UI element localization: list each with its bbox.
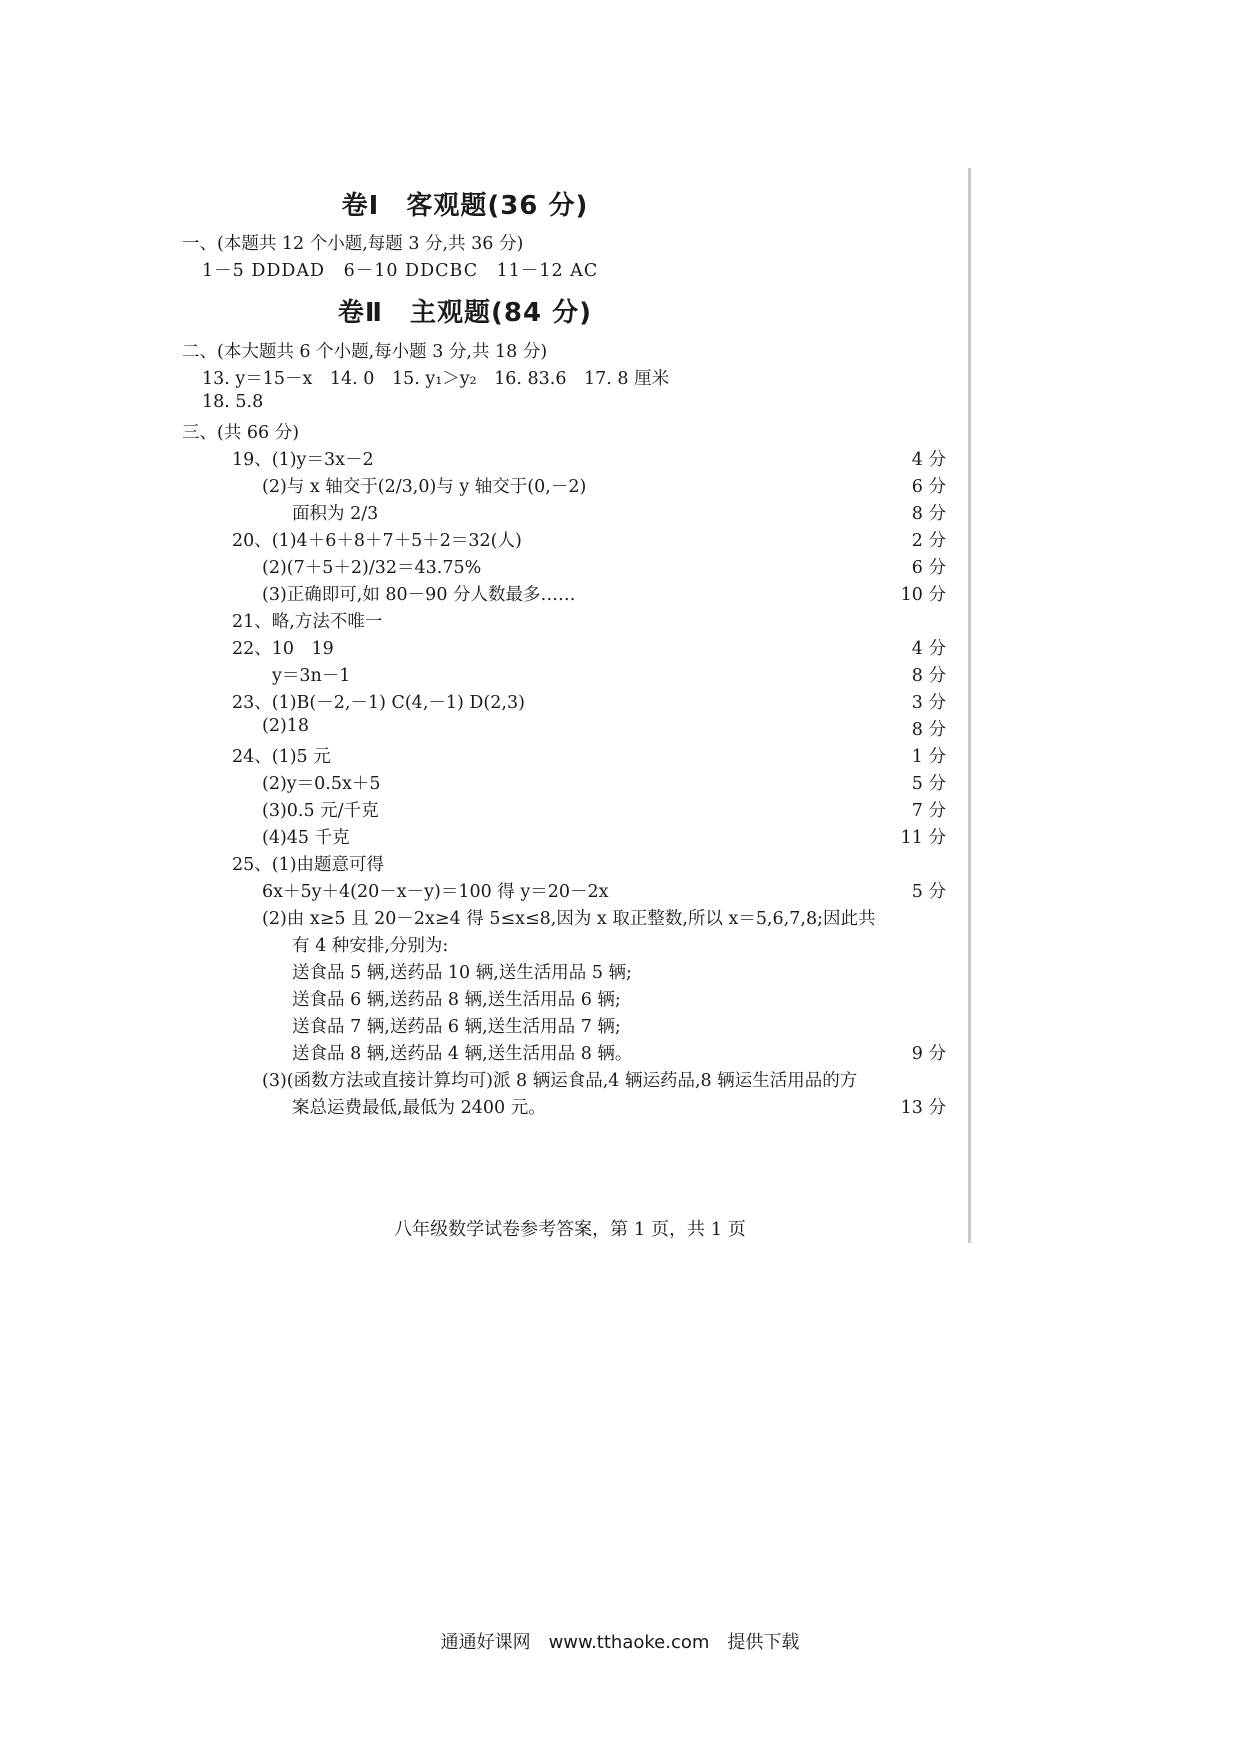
row-score: 8 分 <box>911 666 946 686</box>
row-text: (3)正确即可,如 80－90 分人数最多…… <box>262 585 576 605</box>
row-text: (4)45 千克 <box>262 828 350 848</box>
section2-line1: 13. y＝15－x 14. 0 15. y₁＞y₂ 16. 83.6 17. 8 厘米 <box>202 369 670 389</box>
row-text: 面积为 2/3 <box>292 504 379 524</box>
row-score: 9 分 <box>911 1044 946 1064</box>
download-watermark: 通通好课网 www.tthaoke.com 提供下载 <box>440 1632 800 1653</box>
page-edge-line <box>968 168 971 1243</box>
row-text: 送食品 7 辆,送药品 6 辆,送生活用品 7 辆; <box>292 1017 621 1037</box>
part1-title: 卷Ⅰ 客观题(36 分) <box>341 191 589 221</box>
row-text: 送食品 6 辆,送药品 8 辆,送生活用品 6 辆; <box>292 990 621 1010</box>
row-score: 7 分 <box>911 801 946 821</box>
row-text: 23、(1)B(－2,－1) C(4,－1) D(2,3) <box>232 693 525 713</box>
row-text: 案总运费最低,最低为 2400 元。 <box>292 1098 546 1118</box>
row-text: (2)与 x 轴交于(2/3,0)与 y 轴交于(0,－2) <box>262 477 587 497</box>
row-text: 25、(1)由题意可得 <box>232 855 385 875</box>
row-text: 22、10 19 <box>232 639 334 659</box>
row-text: (2)y＝0.5x＋5 <box>262 774 381 794</box>
section2-line2: 18. 5.8 <box>202 392 264 412</box>
row-score: 4 分 <box>911 639 946 659</box>
row-text: 20、(1)4＋6＋8＋7＋5＋2＝32(人) <box>232 531 522 551</box>
row-text: (2)18 <box>262 716 310 736</box>
row-score: 4 分 <box>911 450 946 470</box>
row-text: (2)(7＋5＋2)/32＝43.75% <box>262 558 482 578</box>
row-score: 8 分 <box>911 720 946 740</box>
row-score: 5 分 <box>911 882 946 902</box>
row-text: y＝3n－1 <box>272 666 351 686</box>
row-score: 8 分 <box>911 504 946 524</box>
section2-header: 二、(本大题共 6 个小题,每小题 3 分,共 18 分) <box>182 342 548 362</box>
row-text: 19、(1)y＝3x－2 <box>232 450 374 470</box>
section1-answers: 1－5 DDDAD 6－10 DDCBC 11－12 AC <box>202 261 599 281</box>
row-text: (3)0.5 元/千克 <box>262 801 379 821</box>
section1-header: 一、(本题共 12 个小题,每题 3 分,共 36 分) <box>182 234 524 254</box>
row-text: 有 4 种安排,分别为: <box>292 936 449 956</box>
page-footer: 八年级数学试卷参考答案，第 1 页，共 1 页 <box>394 1219 746 1240</box>
row-text: 6x＋5y＋4(20－x－y)＝100 得 y＝20－2x <box>262 882 609 902</box>
part2-title: 卷Ⅱ 主观题(84 分) <box>337 298 593 328</box>
section3-header: 三、(共 66 分) <box>182 423 300 443</box>
row-score: 1 分 <box>911 747 946 767</box>
row-score: 5 分 <box>911 774 946 794</box>
row-score: 2 分 <box>911 531 946 551</box>
row-score: 10 分 <box>900 585 946 605</box>
row-text: 送食品 8 辆,送药品 4 辆,送生活用品 8 辆。 <box>292 1044 633 1064</box>
row-text: 24、(1)5 元 <box>232 747 331 767</box>
row-score: 11 分 <box>900 828 946 848</box>
row-text: 送食品 5 辆,送药品 10 辆,送生活用品 5 辆; <box>292 963 632 983</box>
row-text: (2)由 x≥5 且 20－2x≥4 得 5≤x≤8,因为 x 取正整数,所以 x＝5,6,7,8;因此共 <box>262 909 876 929</box>
row-text: (3)(函数方法或直接计算均可)派 8 辆运食品,4 辆运药品,8 辆运生活用品的方 <box>262 1071 858 1091</box>
row-score: 13 分 <box>900 1098 946 1118</box>
row-score: 3 分 <box>911 693 946 713</box>
row-score: 6 分 <box>911 477 946 497</box>
row-text: 21、略,方法不唯一 <box>232 612 383 632</box>
row-score: 6 分 <box>911 558 946 578</box>
